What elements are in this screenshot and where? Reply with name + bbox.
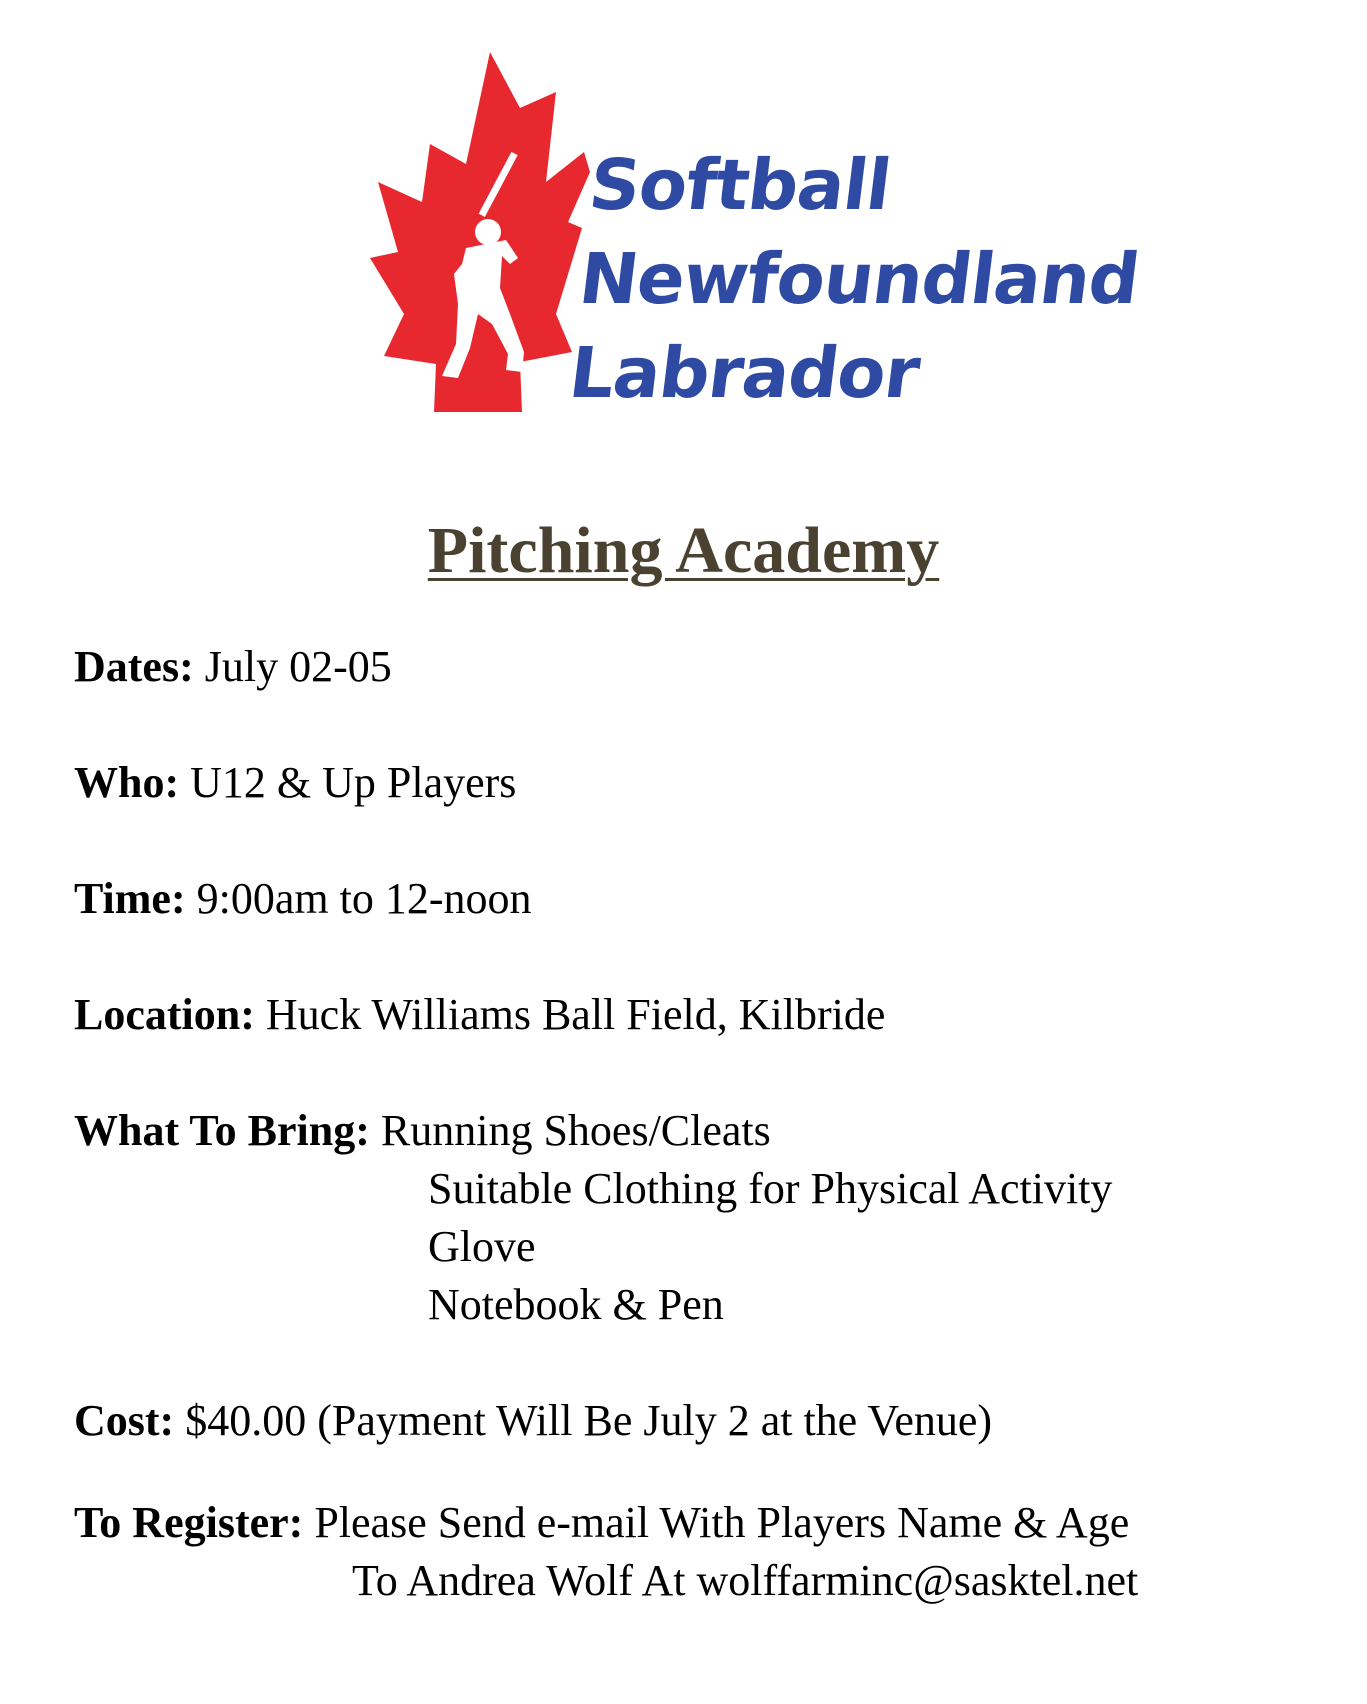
who-value: U12 & Up Players <box>190 758 517 807</box>
dates-row <box>74 638 392 696</box>
cost-row <box>74 1392 992 1450</box>
logo-text-newfoundland: Newfoundland <box>574 238 1144 320</box>
register-row <box>74 1494 1129 1552</box>
location-value: Huck Williams Ball Field, Kilbride <box>265 990 886 1039</box>
maple-leaf-batter-icon <box>370 52 590 412</box>
dates-label: Dates: <box>74 642 194 691</box>
register-instructions: Please Send e-mail With Players Name & Age <box>314 1498 1130 1547</box>
what-to-bring-row <box>74 1102 771 1160</box>
register-label: To Register: <box>74 1498 304 1547</box>
cost-label: Cost: <box>74 1396 175 1445</box>
time-label: Time: <box>74 874 186 923</box>
logo-text-softball: Softball <box>584 144 895 226</box>
bring-item: Glove <box>428 1222 536 1271</box>
register-contact: To Andrea Wolf At wolffarminc@sasktel.net <box>352 1556 1139 1605</box>
bring-item: Running Shoes/Cleats <box>380 1106 771 1155</box>
logo-text-labrador: Labrador <box>564 332 924 414</box>
what-to-bring-list <box>428 1160 1112 1334</box>
who-label: Who: <box>74 758 180 807</box>
location-label: Location: <box>74 990 255 1039</box>
who-row <box>74 754 516 812</box>
location-row <box>74 986 885 1044</box>
dates-value: July 02-05 <box>204 642 392 691</box>
what-to-bring-label: What To Bring: <box>74 1106 370 1155</box>
page-title: Pitching Academy <box>427 514 940 587</box>
organization-logo <box>370 52 1144 414</box>
time-row <box>74 870 531 928</box>
cost-value: $40.00 (Payment Will Be July 2 at the Venue) <box>185 1396 993 1445</box>
time-value: 9:00am to 12-noon <box>196 874 532 923</box>
bring-item: Suitable Clothing for Physical Activity <box>428 1164 1113 1213</box>
bring-item: Notebook & Pen <box>428 1280 724 1329</box>
